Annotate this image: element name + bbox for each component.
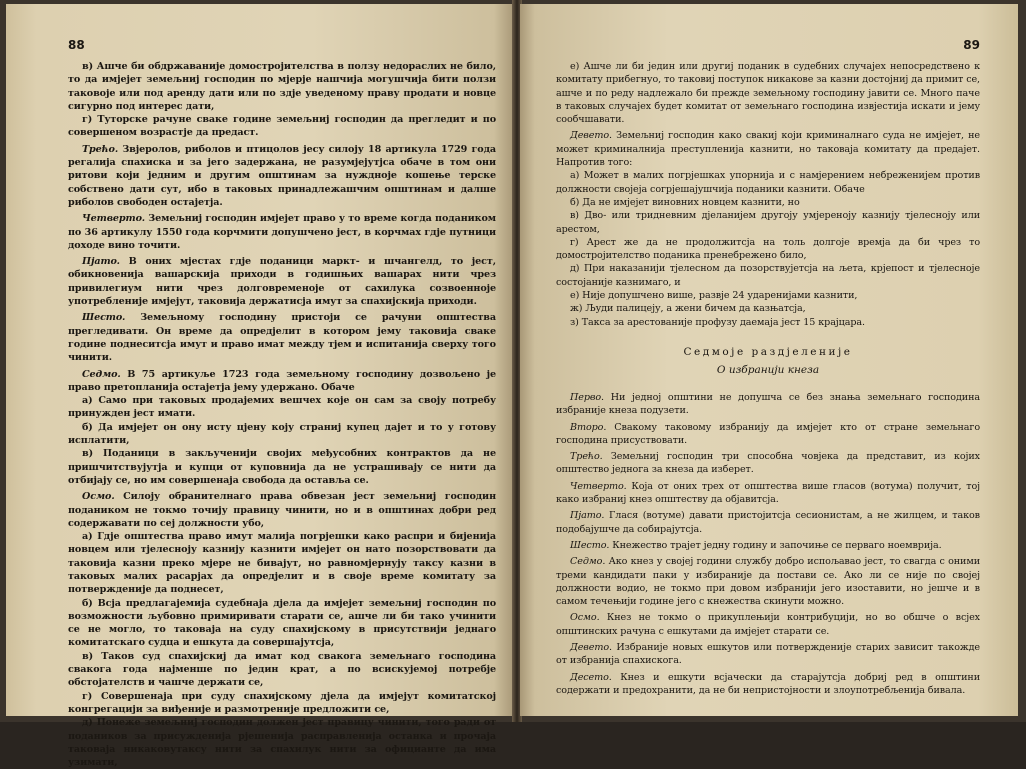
- paragraph: [556, 289, 980, 302]
- paragraph: [556, 209, 980, 236]
- paragraph-label: Осмо.: [82, 491, 115, 503]
- paragraph-text: Земељниј господин како свакиј који криминалнаго суда не имјејет, не может криминалнија преступленија казнити, но таковаја комитату да предајет. Напротив того:: [556, 130, 980, 169]
- paragraph: [556, 555, 980, 608]
- paragraph-text: б) Вcја предлагајемија судебнаја дјела да имјејет земељниј господин по возможности љубовно примиривати старати се, ашче ли би тако учинити се не могло, то таковаја на суду спахијскому в присутствији једнаго комитатскаго судца и ешкута да совершајутсја,: [68, 597, 496, 649]
- paragraph: [68, 597, 496, 650]
- paragraph: [68, 255, 496, 308]
- left-page-number: 88: [68, 38, 85, 52]
- paragraph-label: Девето.: [570, 130, 612, 142]
- paragraph: [556, 60, 980, 126]
- paragraph-text: Земељному господину пристоји се рачуни општества прегледивати. Он време да опредјелит в котором јему таковија сваке године поднеситсја имут и право имат между тјем и испитанија сверху того чинити.: [68, 312, 496, 364]
- paragraph-text: Ако кнез у својеј години службу добро испољавао јест, то свагда с оними треми кандидати паки у избираније да постави се. Ако ли се није по својеј должности водио, не токмо при довом избранији јего изоставити, но јешче и в самом течењији године јего с кнежества скинути можно.: [556, 556, 980, 608]
- right-page-number: 89: [963, 38, 980, 52]
- paragraph-text: Ни једној општини не допушча се без знања земељнаго господина избраније кнеза подузети.: [556, 391, 980, 417]
- paragraph: [68, 490, 496, 530]
- paragraph-text: е) Није допушчено више, развје 24 ударенијами казнити,: [570, 290, 858, 302]
- paragraph-text: В оних мјестах гдје поданици маркт- и шчангелд, то јест, обикновенија вашарскија приходи в годишњих вашарах нити чрез привилегиум нити чрез долговременоје от сахилука созвоенноје употребленије имјејут, таковија держатисја имут за спахијскија приходи.: [68, 256, 496, 308]
- left-page-text: [68, 60, 496, 769]
- paragraph: [68, 716, 496, 769]
- paragraph-text: з) Такса за арестованије профузу даемаја јест 15 крајцара.: [570, 316, 865, 328]
- paragraph: [556, 196, 980, 209]
- paragraph-text: в) Поданици в закљученији својих међусобних контрактов да не пришчитствујутја и купци от куповнија да не устрашивају се нити да отбијају се, но им совершенаја свобода да оставља се.: [68, 448, 496, 486]
- paragraph: [68, 421, 496, 448]
- paragraph: [68, 60, 496, 113]
- paragraph: [556, 480, 980, 507]
- paragraph: [556, 302, 980, 315]
- paragraph: [556, 169, 980, 196]
- paragraph-text: Кнез и ешкути всјачески да старајутсја добриј ред в општини содержати и предохранити, да не би непристојности и злоупотребљенија бивала.: [556, 671, 980, 696]
- paragraph: [556, 509, 980, 536]
- paragraph-text: ж) Људи палицеју, а жени бичем да казњатсја,: [570, 303, 806, 315]
- paragraph-text: Свакому таковому избранију да имјејет кто от стране земељнаго господина присуствовати.: [556, 421, 980, 446]
- paragraph-label: Десето.: [570, 671, 612, 683]
- paragraph-text: а) Гдје општества право имут малија погрјешки како распри и бијенија новцем или тјелесноју казниjу казнити имјејет он нато позорствовати да таковија казни преко мјере не бивајут, но равномјернују таксу казни в таковых малих расарјах да опредјелит и в своје време комитату за потвержденије да поднесет,: [68, 531, 496, 596]
- paragraph-label: Перво.: [570, 391, 604, 403]
- paragraph: [68, 530, 496, 596]
- paragraph: [68, 212, 496, 252]
- paragraph-text: г) Совершенаја при суду спахијскому дјела да имјејут комитатској конгрегацији за виђеније и размотреније предложити се,: [68, 690, 496, 715]
- right-section-text: [556, 391, 980, 697]
- paragraph-text: а) Может в малих погрјешках упорнија и с намјерением небреженијем против должности својеја согрјешајушчија поданики казнити. Обаче: [556, 170, 980, 195]
- paragraph: [556, 129, 980, 169]
- right-page: [520, 4, 1018, 716]
- paragraph-text: Земељниј господин имјејет право у то време когда подаником по 36 артикулу 1550 года корчмити допушчено јест, в корчмах гдје путници доходе вино точити.: [68, 213, 496, 251]
- paragraph: [556, 262, 980, 289]
- paragraph-text: Која от оних трех от општества више гласов (вотума) получит, тој како избраниј кнез општеству да објавитсја.: [556, 480, 980, 506]
- paragraph-label: Седмо.: [82, 368, 121, 380]
- paragraph-label: Седмо.: [570, 556, 606, 568]
- paragraph-label: Четвертo.: [82, 213, 145, 225]
- paragraph: [68, 143, 496, 209]
- paragraph-text: в) Ашче би обдржаваније домостројителства в ползу недораслих не било, то да имјејет земељниј господин по мјерје нашчија могушчија бити ползи таковоје или под аренду дати или по здје уведеному праву продати и новце сигурно под интерес дати,: [68, 61, 496, 112]
- paragraph-text: Звјеролов, риболов и птицолов јесу силоју 18 артикула 1729 года регалија спахиска и за јего задержана, не разумјејутјса обаче в том они ритови који једним и другим општинам за нуждноје кошење терске собствено дати сут, ибо в таковых принадлежашчим општинам и далше риболов свободен остајетја.: [68, 143, 496, 208]
- paragraph-text: д) Понеже земељниј господин должен јест правицу чинити, того ради от подаников за присуждениjа рјешенија расправленија останка и прочаја таковаја никаковутаксу нити за спахилук нити за официанте да има узимати,: [68, 717, 496, 769]
- section-heading: Седмоје раздјеленије: [683, 345, 853, 358]
- paragraph: [556, 236, 980, 263]
- paragraph: [556, 316, 980, 329]
- paragraph-text: Земељниј господин три способна човјека да представит, из којих општество једнога за кнеза да изберет.: [556, 451, 980, 476]
- paragraph-text: е) Ашче ли би једин или другиј поданик в судебних случајех непосредствено к комитату прибегнуо, то таковиј поступок никакове за казни достојниј да примит се, ашче и по реду надлежало би прежде земељному господину јавити се. Много паче в таковых случајех будет комитат от земељнаго господина извјестија искати и јему сообчшавати.: [556, 61, 980, 126]
- paragraph-label: Пјато.: [570, 510, 605, 522]
- right-page-text: [556, 60, 980, 329]
- paragraph: [556, 611, 980, 638]
- paragraph-text: Кнежество трајет једну годину и започиње се перваго ноемврија.: [609, 539, 942, 551]
- paragraph: [68, 650, 496, 690]
- paragraph-text: Силоју обранителнаго права обвезан јест земељниј господин подаником не токмо точију правицу чинити, но и в општинах добри ред содержавати по сеј должности убо,: [68, 491, 496, 529]
- paragraph-label: Шесто.: [570, 539, 610, 551]
- paragraph: [68, 690, 496, 717]
- paragraph: [556, 450, 980, 477]
- paragraph-text: а) Само при таковых продајемих вешчех које он сам за своју потребу принужден јест имати.: [68, 395, 496, 420]
- section-subheading: О избранији кнеза: [716, 363, 820, 376]
- paragraph: [68, 311, 496, 364]
- paragraph-text: Кнез не токмо о прикуплењији контрибуцији, но во обшче о всјех општинских рачуна с ешкутами да имјејет старати се.: [556, 612, 980, 637]
- paragraph: [556, 391, 980, 418]
- paragraph: [556, 671, 980, 698]
- paragraph-text: д) При наказанији тјелесном да позорствујетсја на љета, крјепост и тјелесноје состојаније казнимаго, и: [556, 263, 980, 288]
- paragraph-text: г) Туторске рачуне сваке године земељниј господин да прегледит и по совершеном возрастје да предаст.: [68, 114, 496, 139]
- paragraph-label: Трећо.: [570, 451, 603, 463]
- paragraph-label: Пјатo.: [82, 256, 120, 268]
- left-page: [6, 4, 514, 769]
- paragraph-text: г) Арест же да не продолжитсја на толь долгоје времја да би чрез то домостројителство поданика пренебрежено било,: [556, 236, 980, 262]
- paragraph-text: Избраније новых ешкутов или потвержденије старих зависит такожде от избранија спахискога.: [556, 641, 980, 667]
- paragraph-label: Шестo.: [82, 312, 126, 324]
- paragraph-text: в) Таков суд спахијскиј да имат код свакога земељнаго господина свакога года најменше по једин крат, а по всискујемој потребје обстојателств и чашче держати се,: [68, 650, 496, 689]
- paragraph-label: Второ.: [570, 421, 607, 433]
- paragraph-label: Трећо.: [82, 143, 119, 155]
- paragraph-text: В 75 артикуље 1723 года земељному господину дозвољено је право претопланија остајетја јему удержано. Обаче: [68, 368, 496, 393]
- paragraph: [68, 368, 496, 395]
- paragraph: [68, 113, 496, 140]
- paragraph: [556, 421, 980, 448]
- paragraph: [68, 394, 496, 421]
- paragraph-text: в) Дво- или тридневним дјеланијем другоју умјереноју казниjу тјелесноју или арестом,: [556, 210, 980, 235]
- paragraph-label: Четверто.: [570, 480, 627, 492]
- paragraph: [556, 539, 980, 552]
- paragraph-label: Осмо.: [570, 612, 600, 624]
- paragraph: [556, 641, 980, 668]
- paragraph: [68, 447, 496, 487]
- paragraph-label: Девето.: [570, 641, 612, 653]
- paragraph-text: Глася (вотуме) давати пристојитсја сесионистам, а не жилцем, и таков подобајушче да собирајутсја.: [556, 510, 980, 535]
- paragraph-text: б) Да имјејет он ону исту цјену коју страниј купец дајет и то у готову исплатити,: [68, 421, 496, 447]
- paragraph-text: б) Да не имјејет виновних новцем казнити, но: [570, 196, 800, 208]
